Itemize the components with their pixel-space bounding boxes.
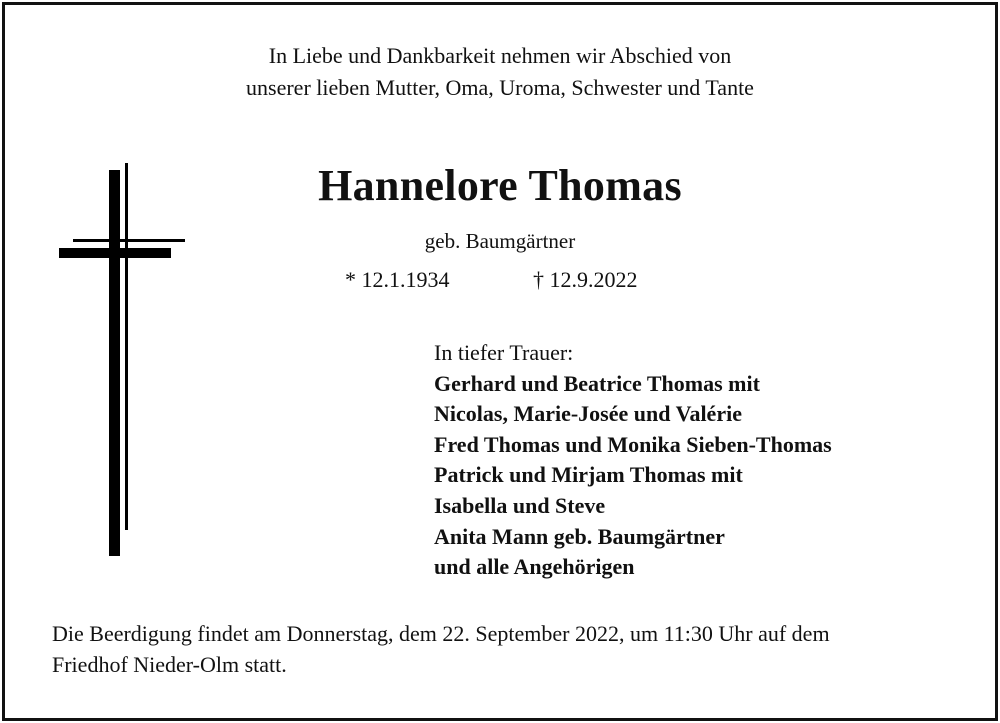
mourner: Fred Thomas und Monika Sieben-Thomas	[434, 431, 832, 457]
deceased-name: Hannelore Thomas	[318, 161, 682, 210]
intro-text	[0, 40, 1000, 104]
death-date: † 12.9.2022	[533, 267, 638, 292]
birth-date: * 12.1.1934	[345, 267, 450, 292]
mourner: Nicolas, Marie-Josée und Valérie	[434, 401, 742, 427]
funeral-line: Friedhof Nieder-Olm statt.	[52, 652, 287, 677]
funeral-line: Die Beerdigung findet am Donnerstag, dem 22. September 2022, um 11:30 Uhr auf dem	[52, 621, 830, 646]
mourner: und alle Angehörigen	[434, 554, 635, 580]
mourner: Gerhard und Beatrice Thomas mit	[434, 370, 760, 396]
intro-line: unserer lieben Mutter, Oma, Uroma, Schwester und Tante	[246, 75, 754, 100]
mourner: Anita Mann geb. Baumgärtner	[434, 523, 725, 549]
mourners-heading: In tiefer Trauer:	[434, 340, 574, 365]
mourners-list	[434, 338, 832, 583]
mourner: Patrick und Mirjam Thomas mit	[434, 462, 743, 488]
birth-name: geb. Baumgärtner	[424, 229, 576, 253]
mourner: Isabella und Steve	[434, 492, 606, 518]
funeral-info	[52, 618, 830, 680]
intro-line: In Liebe und Dankbarkeit nehmen wir Abschied von	[268, 43, 732, 68]
